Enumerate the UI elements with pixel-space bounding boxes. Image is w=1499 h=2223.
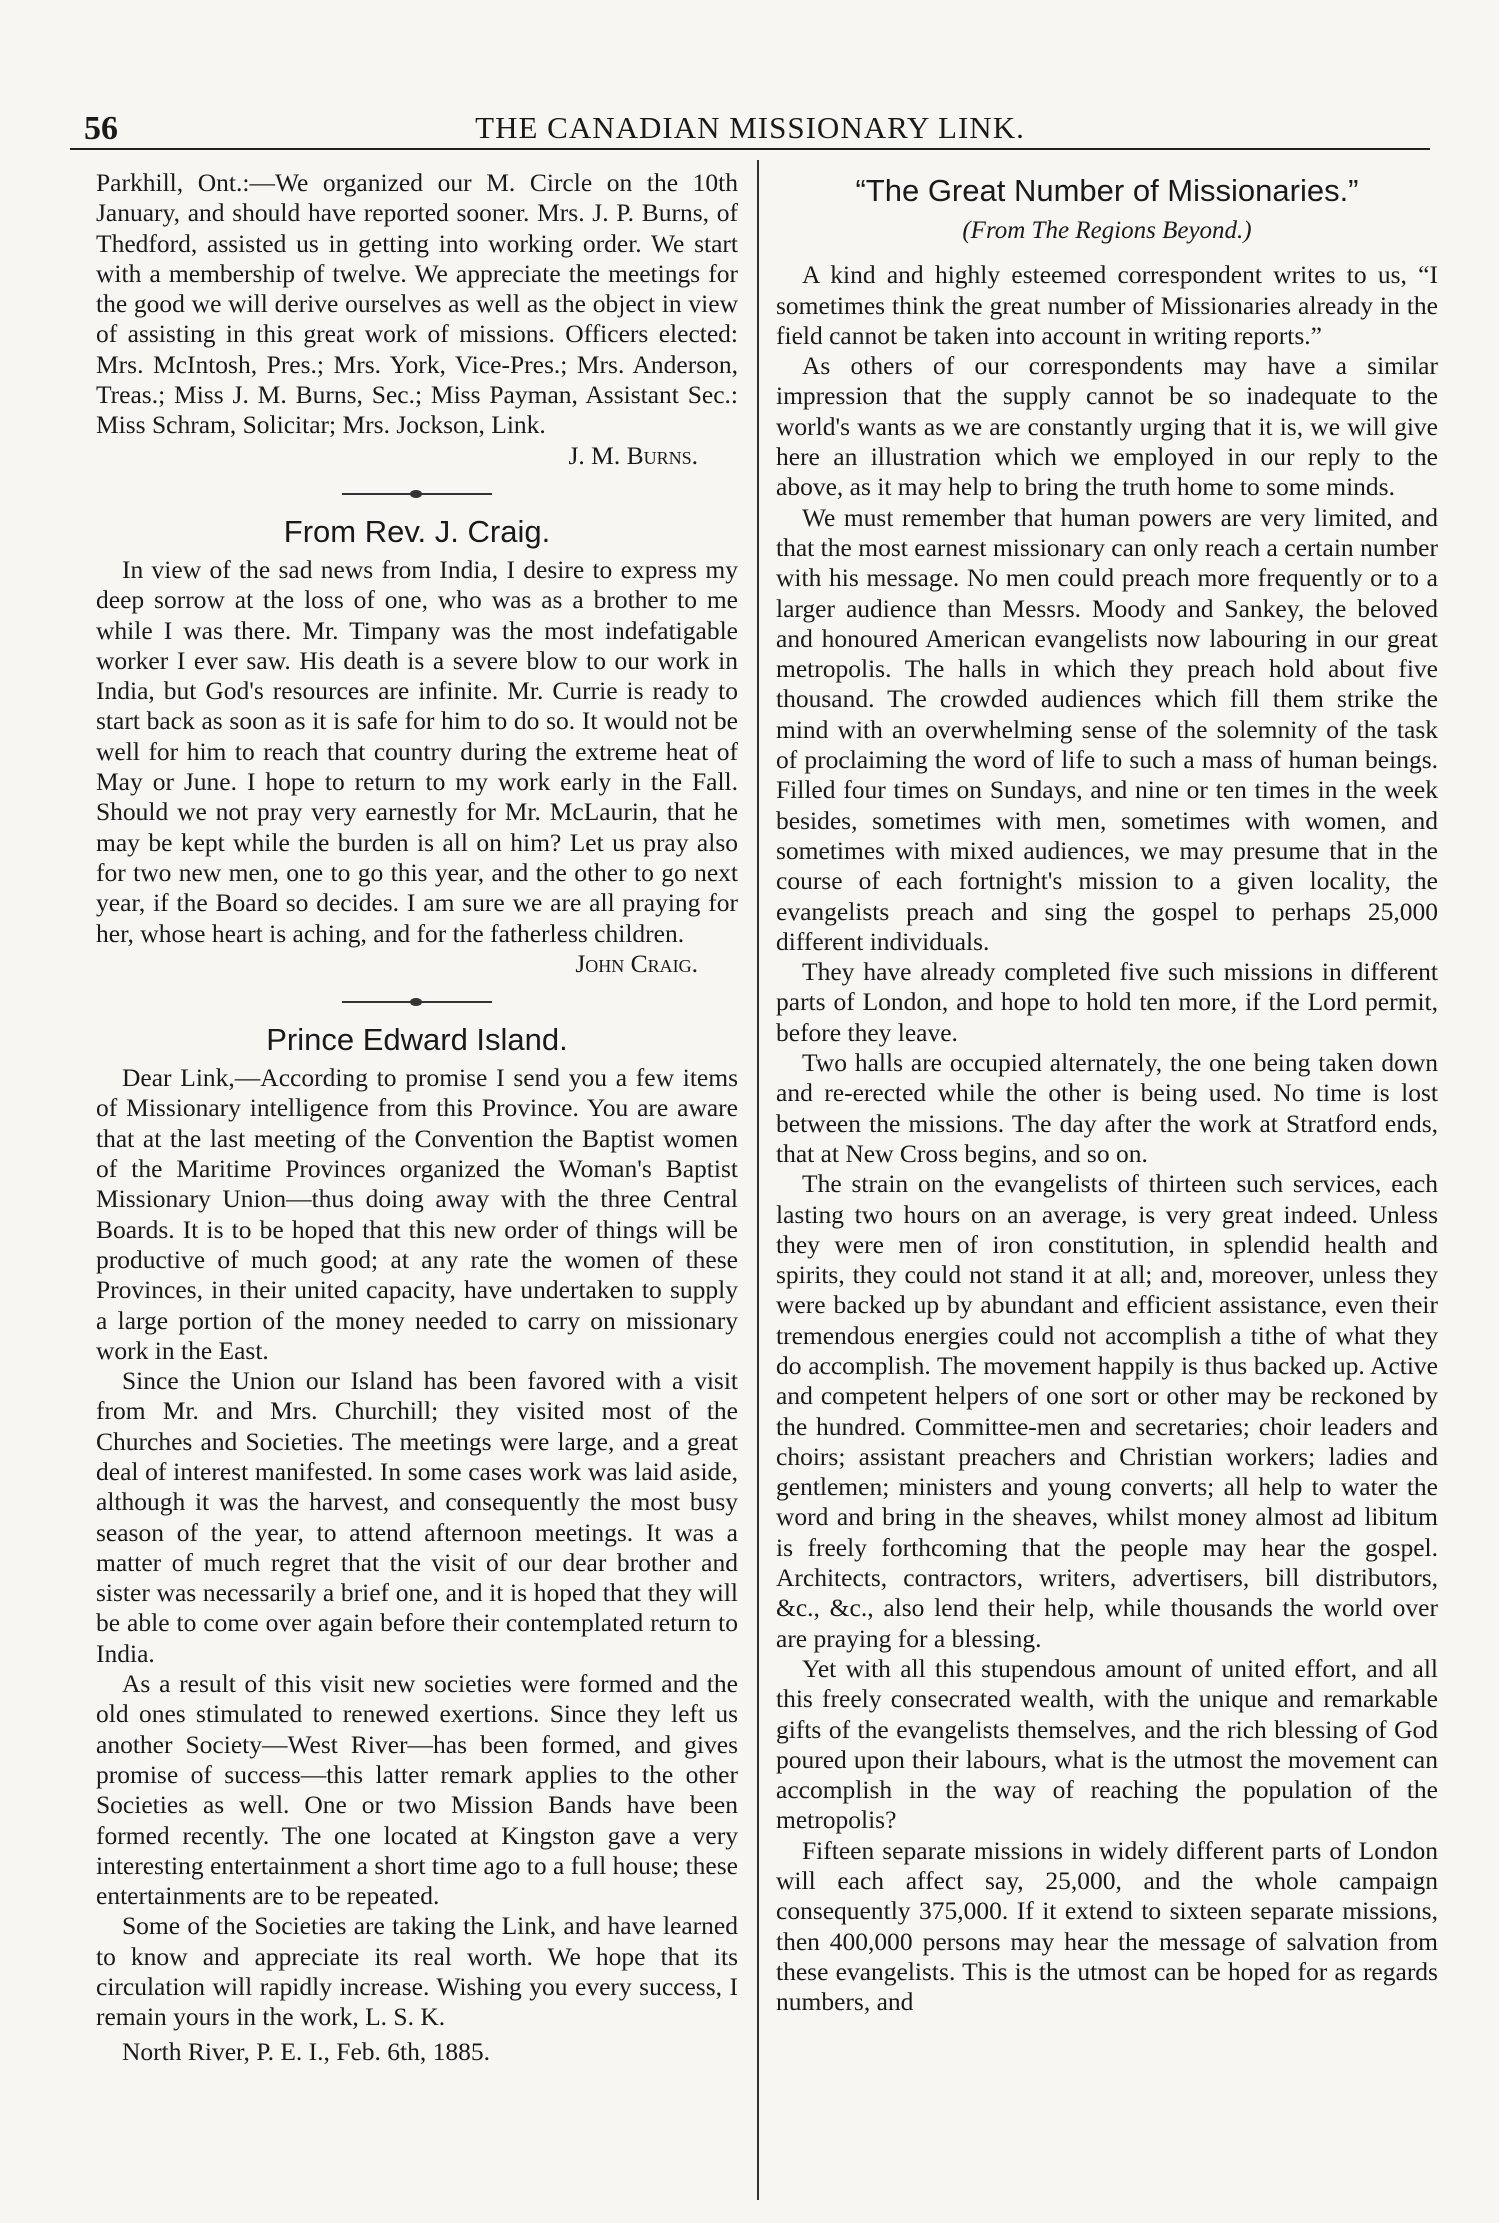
section-divider: [342, 1001, 492, 1003]
journal-title: THE CANADIAN MISSIONARY LINK.: [475, 110, 1025, 145]
missionaries-source: (From The Regions Beyond.): [962, 217, 1252, 244]
column-divider: [757, 160, 759, 2200]
pei-paragraph: As a result of this visit new societies were formed and the old ones stimulated to renewed exertions. Since they left us another Society—West River—has been formed, and gives promise of success—this latter remark applies to the other Societies as well. One or two Mission Bands have been formed recently. The one located at Kingston gave a very interesting entertainment a short time ago to a full house; these entertainments are to be repeated.: [96, 1669, 738, 1911]
page-number: 56: [84, 110, 118, 147]
pei-paragraph: Since the Union our Island has been favored with a visit from Mr. and Mrs. Churchill; they visited most of the Churches and Societies. The meetings were large, and a great deal of interest manifested. In some cases work was laid aside, although it was the harvest, and consequently the most busy season of the year, to attend afternoon meetings. It was a matter of much regret that the visit of our dear brother and sister was necessarily a brief one, and it is hoped that they will be able to come over again before their contemplated return to India.: [96, 1366, 738, 1668]
article-paragraph: We must remember that human powers are very limited, and that the most earnest missionary can only reach a certain number with his message. No men could preach more frequently or to a larger audience than Messrs. Moody and Sankey, the beloved and honoured American evangelists now labouring in our great metropolis. The halls in which they preach hold about five thousand. The crowded audiences which fill them strike the mind with an overwhelming sense of the solemnity of the task of proclaiming the word of life to such a mass of human beings. Filled four times on Sundays, and nine or ten times in the week besides, sometimes with men, sometimes with women, and sometimes with mixed audiences, we may presume that in the course of each fortnight's mission to a given locality, the evangelists preach and sing the gospel to perhaps 25,000 different individuals.: [776, 502, 1438, 956]
article-paragraph: As others of our correspondents may have a similar impression that the supply cannot be so inadequate to the world's wants as we are constantly urging that it is, we will give here an illustration which we employed in our reply to the above, as it may help to bring the truth home to some minds.: [776, 351, 1438, 502]
page-header: [70, 108, 1430, 150]
section-divider: [342, 493, 492, 495]
left-column: [96, 168, 738, 2067]
article-paragraph: Two halls are occupied alternately, the one being taken down and re-erected while the other is being used. No time is lost between the missions. The day after the work at Stratford ends, that at New Cross begins, and so on.: [776, 1048, 1438, 1168]
article-paragraph: Yet with all this stupendous amount of united effort, and all this freely consecrated wealth, with the unique and remarkable gifts of the evangelists themselves, and the rich blessing of God poured upon their labours, what is the utmost the movement can accomplish in the way of reaching the population of the metropolis?: [776, 1653, 1438, 1835]
parkhill-signature: J. M. Burns.: [568, 440, 698, 470]
article-paragraph: The strain on the evangelists of thirteen such services, each lasting two hours on an average, is very great indeed. Unless they were men of iron constitution, in splendid health and spirits, they could not stand it at all; and, moreover, unless they were backed up by abundant and efficient assistance, even their tremendous energies could not accomplish a tithe of what they do accomplish. The movement happily is thus backed up. Active and competent helpers of one sort or other may be reckoned by the hundred. Committee-men and secretaries; choir leaders and choirs; assistant preachers and Christian workers; ladies and gentlemen; ministers and young converts; all help to water the word and bring in the sheaves, whilst money almost ad libitum is freely forthcoming that the people may hear the gospel. Architects, contractors, writers, advertisers, bill distributors, &c., &c., also lend their help, while thousands the world over are praying for a blessing.: [776, 1169, 1438, 1653]
pei-paragraph: Dear Link,—According to promise I send you a few items of Missionary intelligence from this Province. You are aware that at the last meeting of the Convention the Baptist women of the Maritime Provinces organized the Woman's Baptist Missionary Union—thus doing away with the three Central Boards. It is to be hoped that this new order of things will be productive of much good; at any rate the women of these Provinces, in their united capacity, have undertaken to supply a large portion of the money needed to carry on missionary work in the East.: [96, 1063, 738, 1365]
craig-heading: From Rev. J. Craig.: [283, 513, 551, 549]
craig-signature: John Craig.: [575, 948, 698, 978]
craig-letter: In view of the sad news from India, I desire to express my deep sorrow at the loss of one, who was as a brother to me while I was there. Mr. Timpany was the most indefatigable worker I ever saw. His death is a severe blow to our work in India, but God's resources are infinite. Mr. Currie is ready to start back as soon as it is safe for him to do so. It would not be well for him to reach that country during the extreme heat of May or June. I hope to return to my work early in the Fall. Should we not pray very earnestly for Mr. McLaurin, that he may be kept while the burden is all on him? Let us pray also for two new men, one to go this year, and the other to go next year, if the Board so decides. I am sure we are all praying for her, whose heart is aching, and for the fatherless children.: [96, 554, 738, 948]
pei-paragraph: Some of the Societies are taking the Link, and have learned to know and appreciate its real worth. We hope that its circulation will rapidly increase. Wishing you every success, I remain yours in the work, L. S. K.: [96, 1911, 738, 2032]
article-paragraph: Fifteen separate missions in widely different parts of London will each affect say, 25,000, and the whole campaign consequently 375,000. If it extend to sixteen separate missions, then 400,000 persons may hear the message of salvation from these evangelists. This is the utmost can be hoped for as regards numbers, and: [776, 1835, 1438, 2017]
article-paragraph: A kind and highly esteemed correspondent writes to us, “I sometimes think the great number of Missionaries already in the field cannot be taken into account in writing reports.”: [776, 260, 1438, 350]
right-column: [776, 168, 1438, 2018]
article-paragraph: They have already completed five such missions in different parts of London, and hope to hold ten more, if the Lord permit, before they leave.: [776, 957, 1438, 1047]
pei-dateline: North River, P. E. I., Feb. 6th, 1885.: [122, 2036, 491, 2066]
pei-heading: Prince Edward Island.: [266, 1022, 568, 1058]
missionaries-heading: “The Great Number of Missionaries.”: [855, 173, 1359, 208]
parkhill-report: Parkhill, Ont.:—We organized our M. Circle on the 10th January, and should have reported sooner. Mrs. J. P. Burns, of Thedford, assisted us in getting into working order. We start with a membership of twelve. We appreciate the meetings for the good we will derive ourselves as well as the object in view of assisting in this great work of missions. Officers elected: Mrs. McIntosh, Pres.; Mrs. York, Vice-Pres.; Mrs. Anderson, Treas.; Miss J. M. Burns, Sec.; Miss Payman, Assistant Sec.: Miss Schram, Solicitar; Mrs. Jockson, Link.: [96, 168, 738, 440]
